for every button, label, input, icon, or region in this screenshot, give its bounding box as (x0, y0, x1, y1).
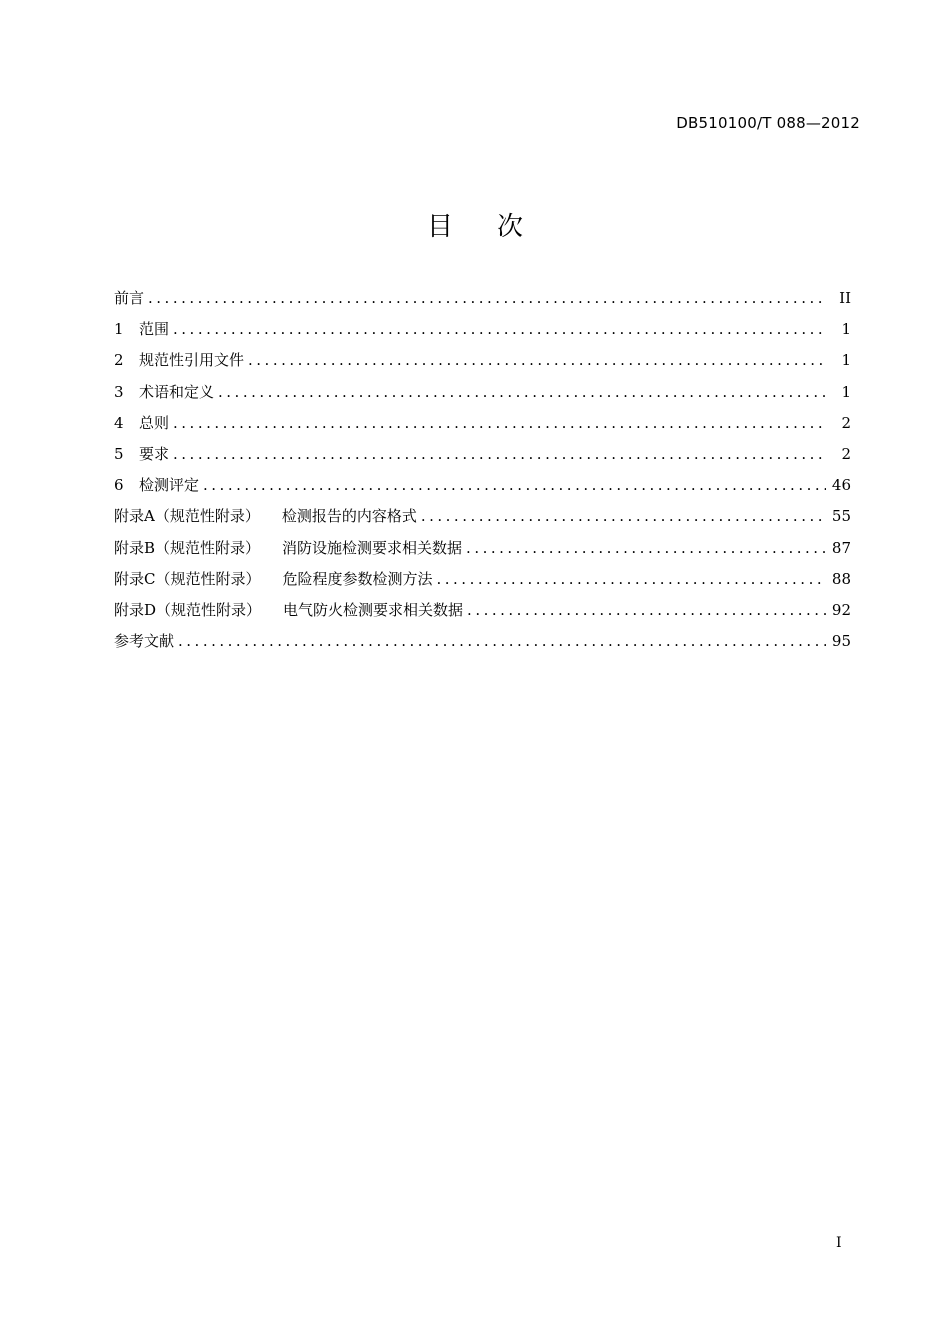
toc-entry-page: 55 (831, 507, 851, 526)
toc-entry-annex-label: 附录A（规范性附录） (114, 507, 260, 526)
toc-entry-title: 检测报告的内容格式 (281, 507, 417, 526)
toc-entry-title: 参考文献 (114, 632, 175, 651)
toc-dot-leader (218, 377, 827, 408)
toc-dot-leader (467, 595, 826, 626)
toc-entry-page: 1 (841, 351, 851, 370)
toc-title: 目次 (426, 212, 567, 242)
toc-entry[interactable] (114, 595, 851, 626)
toc-entry-number: 3 (114, 382, 124, 401)
toc-entry-number: 1 (114, 320, 124, 339)
toc-entry[interactable] (114, 626, 851, 657)
toc-entry-page: 2 (841, 444, 851, 463)
toc-dot-leader (466, 533, 826, 564)
toc-entry-title: 危险程度参数检测方法 (282, 569, 433, 588)
toc-dot-leader (178, 626, 826, 657)
document-code: DB510100/T 088—2012 (676, 114, 860, 132)
toc-entry-annex-label: 附录B（规范性附录） (114, 538, 261, 557)
toc-entry-number: 6 (114, 476, 124, 495)
toc-entry-title: 电气防火检测要求相关数据 (283, 600, 464, 619)
toc-entry-title: 要求 (139, 444, 170, 463)
page-number: I (836, 1235, 842, 1251)
toc-entry[interactable] (114, 501, 851, 532)
toc-dot-leader (173, 439, 827, 470)
toc-dot-leader (173, 408, 827, 439)
toc-entry-page: II (839, 289, 851, 307)
toc-entry-page: 92 (831, 600, 851, 619)
toc-entry[interactable] (114, 283, 851, 314)
toc-dot-leader (148, 283, 827, 314)
toc-dot-leader (173, 314, 827, 345)
toc-entry[interactable] (114, 314, 851, 345)
toc-dot-leader (248, 345, 827, 376)
toc-entry-number: 4 (114, 413, 124, 432)
toc-dot-leader (203, 470, 826, 501)
toc-entry-page: 95 (831, 632, 851, 651)
toc-entry-title: 范围 (139, 320, 170, 339)
toc-entry-page: 1 (841, 382, 851, 401)
toc-entry-annex-label: 附录C（规范性附录） (114, 569, 261, 588)
toc-entry-annex-label: 附录D（规范性附录） (114, 600, 262, 619)
toc-dot-leader (437, 564, 826, 595)
toc-entry[interactable] (114, 439, 851, 470)
toc-entry-title: 前言 (114, 289, 145, 307)
toc-entry-title: 规范性引用文件 (139, 351, 245, 370)
toc-entry-title: 检测评定 (139, 476, 200, 495)
toc-entry[interactable] (114, 408, 851, 439)
toc-entry-title: 术语和定义 (139, 382, 215, 401)
toc-entry-page: 46 (831, 476, 851, 495)
toc-entry-title: 总则 (139, 413, 170, 432)
toc-entry-number: 5 (114, 444, 124, 463)
toc-dot-leader (421, 501, 826, 532)
toc-entry-page: 2 (841, 413, 851, 432)
toc-entry-page: 88 (831, 569, 851, 588)
toc-list (114, 283, 851, 657)
toc-entry-page: 1 (841, 320, 851, 339)
toc-entry[interactable] (114, 470, 851, 501)
toc-entry[interactable] (114, 345, 851, 376)
toc-entry[interactable] (114, 533, 851, 564)
toc-entry-title: 消防设施检测要求相关数据 (282, 538, 463, 557)
toc-entry-page: 87 (831, 538, 851, 557)
toc-entry-number: 2 (114, 351, 124, 370)
toc-entry[interactable] (114, 377, 851, 408)
toc-entry[interactable] (114, 564, 851, 595)
